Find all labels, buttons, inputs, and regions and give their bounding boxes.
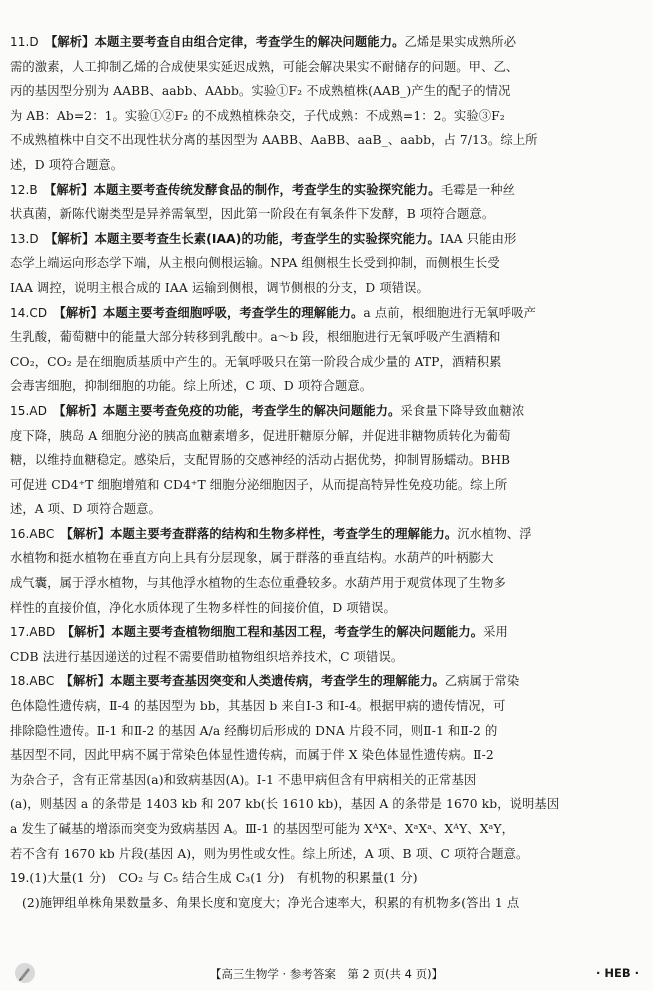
answer-number: 13.D — [10, 231, 39, 246]
footer-code: · HEB · — [596, 966, 639, 980]
answer-line: 色体隐性遗传病，Ⅱ-4 的基因型为 bb，其基因 b 来自Ⅰ-3 和Ⅰ-4。根据甲病的遗传情况，可 — [10, 699, 506, 714]
footer-page-info: 【高三生物学 · 参考答案 第 2 页(共 4 页)】 — [209, 967, 444, 981]
answer-number: 15.AD — [10, 403, 48, 418]
answer-12 — [10, 178, 640, 227]
page-footer — [0, 962, 653, 986]
answer-line: 糖，以维持血糖稳定。感染后，支配胃肠的交感神经的活动占据优势，抑制胃肠蠕动。BHB — [10, 453, 511, 468]
answer-14 — [10, 301, 640, 399]
answer-19 — [10, 866, 640, 915]
answer-text: 【解析】本题主要考查群落的结构和生物多样性，考查学生的理解能力。沉水植物、浮 — [66, 526, 532, 541]
answer-line — [10, 227, 640, 252]
answer-line — [10, 620, 640, 645]
answer-line: 为杂合子，含有正常基因(a)和致病基因(A)。Ⅰ-1 不患甲病但含有甲病相关的正常基因 — [10, 772, 477, 787]
answer-line: 排除隐性遗传。Ⅱ-1 和Ⅱ-2 的基因 A/a 经酶切后形成的 DNA 片段不同，则Ⅱ-1 和Ⅱ-2 的 — [10, 723, 498, 738]
answer-line — [10, 30, 640, 55]
answer-line: 为 AB：Ab=2：1。实验①②F₂ 的不成熟植株杂交，子代成熟：不成熟=1：2。实验③F₂ — [10, 108, 505, 123]
answer-15 — [10, 399, 640, 522]
answer-text: 【解析】本题主要考查植物细胞工程和基因工程，考查学生的解决问题能力。采用 — [67, 625, 508, 640]
answer-number: 11.D — [10, 35, 39, 49]
answer-line: 丙的基因型分别为 AABB、aabb、AAbb。实验①F₂ 不成熟植株(AAB_)产生的配子的情况 — [10, 84, 511, 99]
answer-line: (2)施钾组单株角果数量多、角果长度和宽度大；净光合速率大，积累的有机物多(答出 1 点 — [22, 895, 520, 910]
answer-line: 不成熟植株中自交不出现性状分离的基因型为 AABB、AaBB、aaB_、aabb，占 7/13。综上所 — [10, 133, 538, 148]
answer-line: 水植物和挺水植物在垂直方向上具有分层现象，属于群落的垂直结构。水葫芦的叶柄膨大 — [10, 551, 494, 566]
answer-text: (1)大量(1 分) CO₂ 与 C₅ 结合生成 C₃(1 分) 有机物的积累量(1 分) — [29, 871, 418, 886]
answer-number: 16.ABC — [10, 526, 55, 541]
answer-number: 14.CD — [10, 305, 48, 320]
answer-line — [10, 301, 640, 326]
answer-line — [10, 399, 640, 424]
answer-text: 【解析】本题主要考查传统发酵食品的制作，考查学生的实验探究能力。毛霉是一种丝 — [50, 182, 516, 197]
answer-line: 基因型不同，因此甲病不属于常染色体显性遗传病，而属于伴 X 染色体显性遗传病。Ⅱ-2 — [10, 748, 494, 763]
answer-line — [10, 866, 640, 891]
answer-line: 述，D 项符合题意。 — [10, 157, 124, 172]
answer-text: 【解析】本题主要考查免疫的功能，考查学生的解决问题能力。采食量下降导致血糖浓 — [59, 403, 525, 418]
answer-line: 若不含有 1670 kb 片段(基因 A)，则为男性或女性。综上所述，A 项、B 项、C 项符合题意。 — [10, 846, 529, 861]
answer-line: (a)，则基因 a 的条带是 1403 kb 和 207 kb(长 1610 kb)，基因 A 的条带是 1670 kb，说明基因 — [10, 797, 560, 812]
answer-line: 需的激素，人工抑制乙烯的合成使果实延迟成熟，可能会解决果实不耐储存的问题。甲、乙、 — [10, 59, 519, 74]
answer-line — [10, 669, 640, 694]
answer-line: CDB 法进行基因递送的过程不需要借助植物组织培养技术，C 项错误。 — [10, 649, 404, 664]
answer-number: 17.ABD — [10, 625, 56, 640]
answer-line: 状真菌，新陈代谢类型是异养需氧型，因此第一阶段在有氧条件下发酵，B 项符合题意。 — [10, 207, 495, 222]
answer-line — [10, 522, 640, 547]
answer-line — [10, 178, 640, 203]
answer-line: 述，A 项、D 项符合题意。 — [10, 502, 161, 517]
answer-line: 成气囊，属于浮水植物，与其他浮水植物的生态位重叠较多。水葫芦用于观赏体现了生物多 — [10, 576, 506, 591]
answer-11 — [10, 30, 640, 178]
answer-number: 12.B — [10, 182, 38, 197]
answer-text: 【解析】本题主要考查细胞呼吸，考查学生的理解能力。a 点前，根细胞进行无氧呼吸产 — [59, 305, 536, 320]
answer-line: 可促进 CD4⁺T 细胞增殖和 CD4⁺T 细胞分泌细胞因子，从而提高特异性免疫功能。综上所 — [10, 477, 508, 492]
answer-number: 19. — [10, 871, 30, 886]
answer-text: 【解析】本题主要考查自由组合定律，考查学生的解决问题能力。乙烯是果实成熟所必 — [51, 35, 517, 49]
answer-17 — [10, 620, 640, 669]
answer-13 — [10, 227, 640, 301]
answer-number: 18.ABC — [10, 674, 55, 689]
answer-line: 态学上端运向形态学下端，从主根向侧根运输。NPA 组侧根生长受到抑制，而侧根生长受 — [10, 256, 500, 271]
answer-line: 会毒害细胞，抑制细胞的功能。综上所述，C 项、D 项符合题意。 — [10, 379, 373, 394]
answer-line: 度下降，胰岛 A 细胞分泌的胰高血糖素增多，促进肝糖原分解，并促进非糖物质转化为葡萄 — [10, 428, 511, 443]
answer-line: 生乳酸，葡萄糖中的能量大部分转移到乳酸中。a～b 段，根细胞进行无氧呼吸产生酒精和 — [10, 330, 501, 345]
answer-text: 【解析】本题主要考查生长素(IAA)的功能，考查学生的实验探究能力。IAA 只能由形 — [51, 231, 517, 246]
answer-line: a 发生了碱基的增添而突变为致病基因 A。Ⅲ-1 的基因型可能为 XᴬXᵃ、XᵃXᵃ、XᴬY、XᵃY， — [10, 822, 515, 836]
answer-18 — [10, 669, 640, 866]
answer-16 — [10, 522, 640, 620]
answer-line: IAA 调控，说明主根合成的 IAA 运输到侧根，调节侧根的分支，D 项错误。 — [10, 280, 429, 295]
answer-document — [10, 30, 640, 915]
answer-line: CO₂，CO₂ 是在细胞质基质中产生的。无氧呼吸只在第一阶段合成少量的 ATP，酒精积累 — [10, 354, 502, 369]
answer-line: 样性的直接价值，净化水质体现了生物多样性的间接价值，D 项错误。 — [10, 600, 396, 615]
answer-text: 【解析】本题主要考查基因突变和人类遗传病，考查学生的理解能力。乙病属于常染 — [66, 674, 520, 689]
